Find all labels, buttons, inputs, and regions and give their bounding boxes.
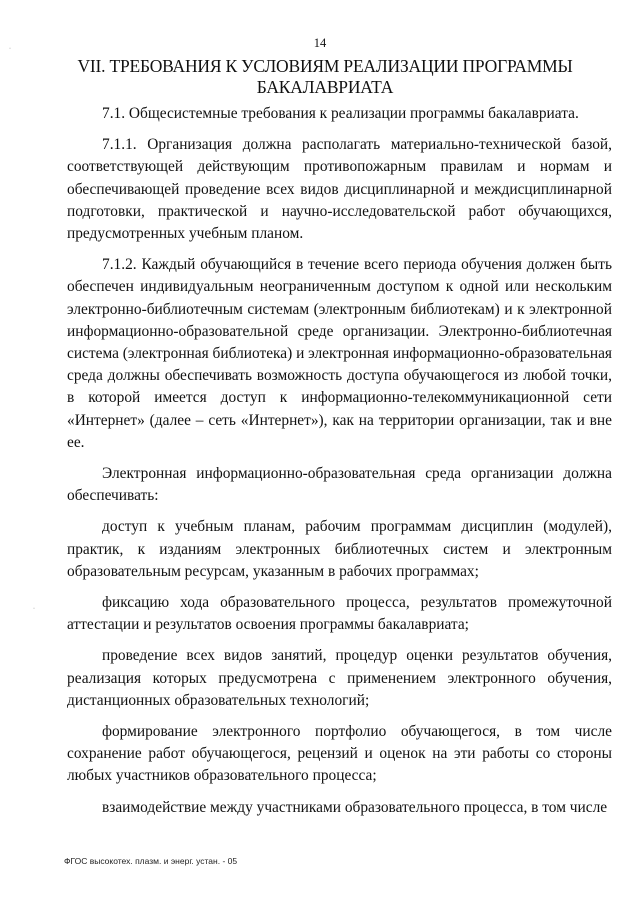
paragraph: 7.1.2. Каждый обучающийся в течение всего периода обучения должен быть обеспечен индивидуальным неограниченным доступом к одной или нескольким электронно-библиотечным системам (электронным библиотекам) и к электронной информационно-образовательной среде организации. Электронно-библиотечная система (электронная библиотека) и электронная информационно-образовательная среда должны обеспечивать возможность доступа обучающегося из любой точки, в которой имеется доступ к информационно-телекоммуникационной сети «Интернет» (далее – сеть «Интернет»), как на территории организации, так и вне ее. [67,256,612,451]
paragraph: доступ к учебным планам, рабочим программам дисциплин (модулей), практик, к изданиям электронных библиотечных систем и электронным образовательным ресурсам, указанным в рабочих программах; [67,518,612,580]
footer-note: ФГОС высокотех. плазм. и энерг. устан. - 05 [64,856,238,866]
scan-mark: · [9,46,11,52]
paragraph: проведение всех видов занятий, процедур оценки результатов обучения, реализация которых предусмотрена с применением электронного обучения, дистанционных образовательных технологий; [67,647,612,709]
paragraph: 7.1. Общесистемные требования к реализации программы бакалавриата. [102,105,579,122]
paragraph: Электронная информационно-образовательная среда организации должна обеспечивать: [67,465,612,505]
scan-mark: · [33,606,35,612]
paragraph: формирование электронного портфолио обучающегося, в том числе сохранение работ обучающегося, рецензий и оценок на эти работы со стороны любых участников образовательного процесса; [67,723,612,785]
document-body [67,103,612,819]
paragraph: взаимодействие между участниками образовательного процесса, в том числе [102,798,608,816]
page-number: 14 [313,36,327,50]
paragraph: 7.1.1. Организация должна располагать материально-технической базой, соответствующей действующим противопожарным правилам и нормам и обеспечивающей проведение всех видов дисциплинарной и междисциплинарной подготовки, практической и научно-исследовательской работ обучающихся, предусмотренных учебным планом. [67,136,612,243]
paragraph: фиксацию хода образовательного процесса, результатов промежуточной аттестации и результатов освоения программы бакалавриата; [67,594,612,634]
section-heading: VII. ТРЕБОВАНИЯ К УСЛОВИЯМ РЕАЛИЗАЦИИ ПРОГРАММЫ БАКАЛАВРИАТА [77,56,573,97]
